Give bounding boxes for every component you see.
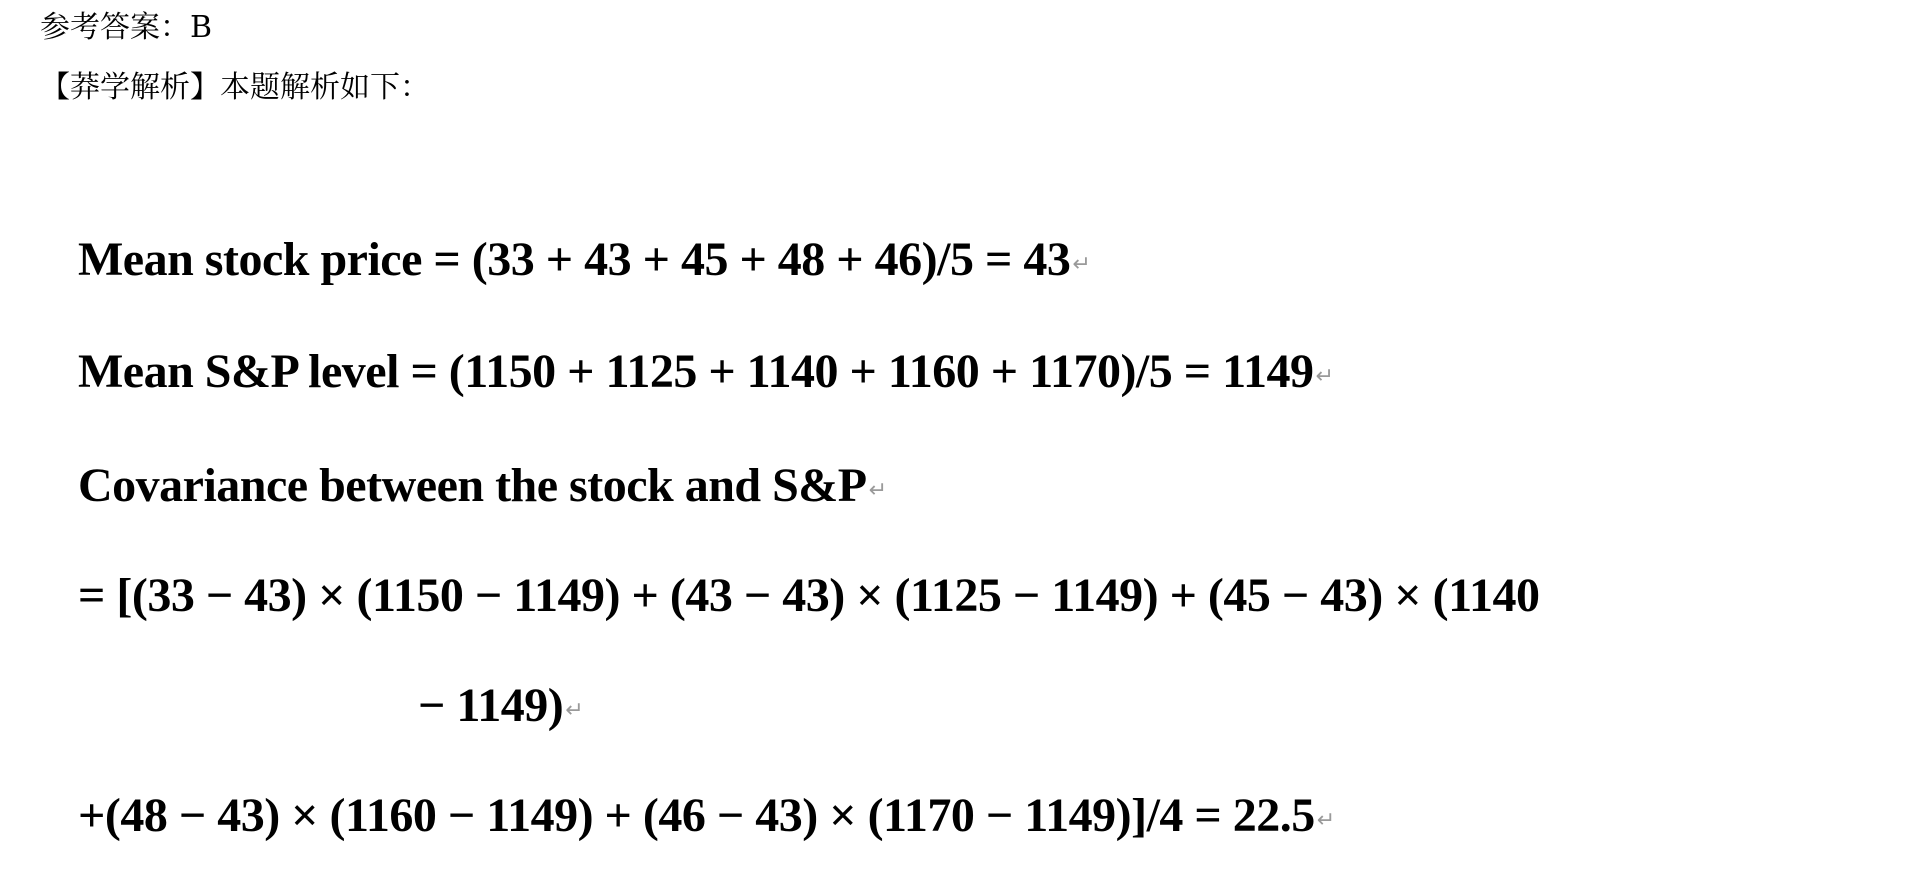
covariance-expression-line-2	[418, 676, 583, 741]
covariance-result-line	[78, 786, 1335, 851]
paragraph-mark-icon: ↵	[1072, 252, 1091, 277]
analysis-heading: 【莽学解析】本题解析如下：	[40, 70, 430, 105]
paragraph-mark-icon: ↵	[1316, 808, 1335, 833]
formula-text: +(48 − 43) × (1160 − 1149) + (46 − 43) × (1170 − 1149)]/4 = 22.5	[78, 789, 1315, 842]
paragraph-mark-icon: ↵	[565, 698, 584, 723]
paragraph-mark-icon: ↵	[1315, 364, 1334, 389]
formula-text: = [(33 − 43) × (1150 − 1149) + (43 − 43) × (1125 − 1149) + (45 − 43) × (1140	[78, 569, 1540, 622]
formula-text: Mean S&P level = (1150 + 1125 + 1140 + 1160 + 1170)/5 = 1149	[78, 345, 1314, 398]
mean-sp-level-line	[78, 342, 1333, 407]
formula-text: − 1149)	[418, 679, 564, 732]
paragraph-mark-icon: ↵	[868, 478, 887, 503]
covariance-heading-line	[78, 456, 887, 521]
reference-answer: 参考答案：B	[40, 10, 213, 45]
mean-stock-price-line	[78, 230, 1090, 295]
covariance-expression-line-1	[78, 566, 1539, 626]
formula-text: Mean stock price = (33 + 43 + 45 + 48 + 46)/5 = 43	[78, 233, 1071, 286]
formula-text: Covariance between the stock and S&P	[78, 459, 867, 512]
